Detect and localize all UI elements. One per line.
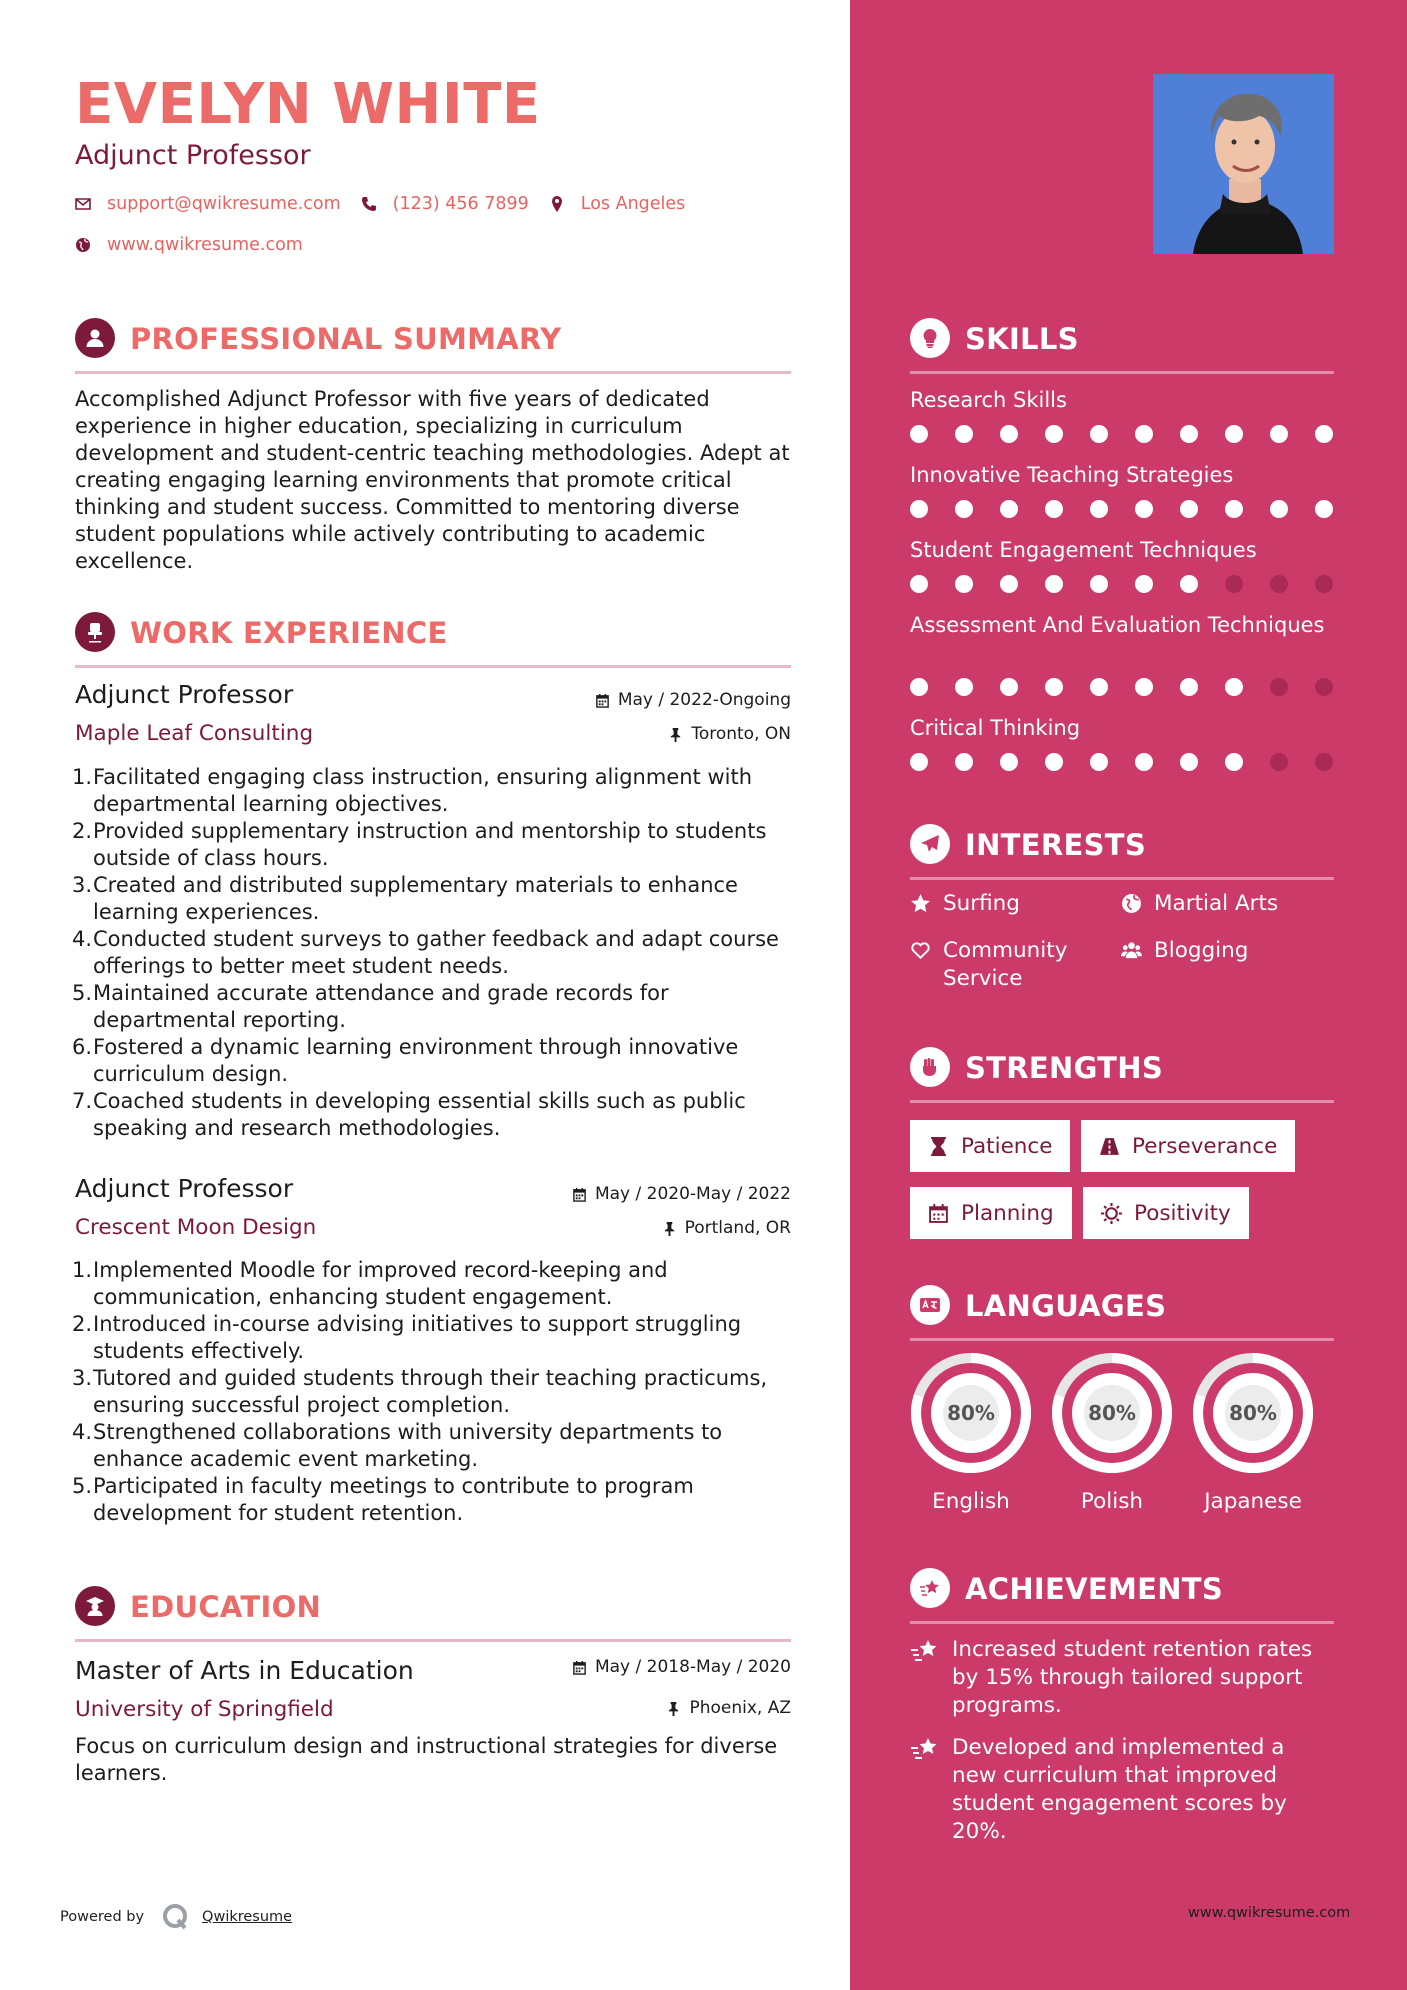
rating-dot-empty (1315, 678, 1333, 696)
achievement-item (910, 1734, 1334, 1846)
interest-item (910, 890, 1020, 918)
skill-rating (910, 575, 1334, 595)
rating-dot-filled (1090, 500, 1108, 518)
language-ring (1191, 1351, 1315, 1475)
interest-label: Community Service (943, 938, 1068, 991)
office-chair-icon (84, 621, 106, 643)
shooting-star-icon (919, 1577, 941, 1599)
rating-dot-filled (955, 575, 973, 593)
job-dates-text: May / 2022-Ongoing (617, 690, 791, 710)
sun-icon (1101, 1203, 1122, 1224)
footer-site[interactable]: www.qwikresume.com (1188, 1905, 1351, 1921)
calendar-icon (572, 1187, 587, 1202)
job-title: Adjunct Professor (75, 680, 294, 709)
rating-dot-filled (1135, 500, 1153, 518)
rating-dot-filled (1270, 425, 1288, 443)
achievements-header (910, 1568, 1334, 1624)
skill-name: Assessment And Evaluation Techniques (910, 613, 1325, 637)
interest-label: Surfing (943, 891, 1020, 916)
skill-name: Student Engagement Techniques (910, 538, 1257, 562)
pin-icon (666, 1701, 681, 1716)
skill-name: Innovative Teaching Strategies (910, 463, 1234, 487)
school-name: University of Springfield (75, 1697, 334, 1722)
heart-hand-icon (910, 940, 931, 961)
skill-rating (910, 500, 1334, 520)
languages-title: LANGUAGES (965, 1289, 1167, 1323)
rating-dot-filled (1225, 425, 1243, 443)
skill-name: Critical Thinking (910, 716, 1081, 740)
pin-icon (668, 727, 683, 742)
language-percent: 80% (1088, 1401, 1136, 1425)
email-text: support@qwikresume.com (107, 194, 341, 214)
summary-header (75, 318, 791, 374)
contact-row-2 (75, 235, 323, 255)
skill-name: Research Skills (910, 388, 1067, 412)
strength-label: Patience (961, 1133, 1053, 1159)
rating-dot-filled (1045, 425, 1063, 443)
envelope-icon (75, 196, 91, 212)
calendar-icon (572, 1660, 587, 1675)
location-text: Los Angeles (580, 194, 686, 214)
skill-rating (910, 753, 1334, 773)
job-location (531, 1218, 791, 1238)
interest-label: Blogging (1154, 938, 1249, 963)
skills-header (910, 318, 1334, 374)
rating-dot-empty (1315, 753, 1333, 771)
rating-dot-filled (910, 678, 928, 696)
calendar-icon (928, 1203, 949, 1224)
strength-label: Positivity (1134, 1200, 1231, 1226)
list-item: 7. Coached students in developing essential skills such as public speaking and research methodologies. (72, 1089, 746, 1140)
experience-header (75, 612, 791, 668)
strength-chip (1083, 1187, 1249, 1239)
list-item: 3. Tutored and guided students through their teaching practicums, ensuring successful project completion. (72, 1366, 768, 1417)
skills-badge (910, 318, 950, 358)
brand-link[interactable]: Qwikresume (202, 1909, 293, 1925)
achievement-item (910, 1636, 1334, 1720)
language-percent: 80% (947, 1401, 995, 1425)
education-header (75, 1586, 791, 1642)
language-ring (1050, 1351, 1174, 1475)
rating-dot-filled (1045, 753, 1063, 771)
strength-chip (910, 1120, 1070, 1172)
map-pin-icon (549, 196, 565, 212)
job-dates-text: May / 2020-May / 2022 (594, 1184, 791, 1204)
candidate-role: Adjunct Professor (75, 140, 311, 171)
job-dates (531, 1184, 791, 1204)
interests-header (910, 824, 1334, 880)
strength-label: Perseverance (1132, 1133, 1278, 1159)
interests-badge (910, 824, 950, 864)
list-item: 5. Participated in faculty meetings to contribute to program development for student retention. (72, 1474, 694, 1525)
list-item: 4. Conducted student surveys to gather feedback and adapt course offerings to better meet student needs. (72, 927, 779, 978)
translate-icon (919, 1294, 941, 1316)
interests-title: INTERESTS (965, 828, 1147, 862)
language-percent: 80% (1229, 1401, 1277, 1425)
rating-dot-empty (1225, 575, 1243, 593)
footer-powered (60, 1902, 292, 1932)
rating-dot-filled (955, 500, 973, 518)
rating-dot-filled (1315, 500, 1333, 518)
pin-icon (662, 1221, 677, 1236)
rating-dot-filled (1045, 575, 1063, 593)
education-badge (75, 1586, 115, 1626)
star-icon (910, 893, 931, 914)
contact-row-1 (75, 194, 705, 214)
rating-dot-filled (1090, 678, 1108, 696)
rating-dot-filled (910, 425, 928, 443)
hourglass-icon (928, 1136, 949, 1157)
languages-badge (910, 1285, 950, 1325)
language-name: English (932, 1489, 1010, 1514)
achievements-badge (910, 1568, 950, 1608)
phone-icon (361, 196, 377, 212)
summary-text: Accomplished Adjunct Professor with five years of dedicated experience in higher education, specializing in curriculum development and student-centric teaching methodologies. Adept at creating engaging learning environments that promote critical thinking and student success. Committed to mentoring diverse student populations while actively contributing to academic excellence. (75, 387, 790, 573)
profile-photo (1153, 74, 1334, 254)
achievement-text: Developed and implemented a new curriculum that improved student engagement scores by 20%. (952, 1735, 1287, 1844)
rating-dot-filled (1315, 425, 1333, 443)
language-ring (909, 1351, 1033, 1475)
people-icon (1121, 940, 1142, 961)
rating-dot-filled (1000, 575, 1018, 593)
website-text: www.qwikresume.com (107, 235, 303, 255)
rating-dot-empty (1270, 575, 1288, 593)
language-name: Japanese (1204, 1489, 1302, 1514)
rating-dot-empty (1270, 678, 1288, 696)
job-duties (72, 1257, 805, 1527)
skill-rating (910, 425, 1334, 445)
rating-dot-filled (1000, 678, 1018, 696)
language-item (1050, 1351, 1174, 1514)
language-name: Polish (1080, 1489, 1144, 1514)
list-item: 2. Provided supplementary instruction and mentorship to students outside of class hours. (72, 819, 767, 870)
user-icon (84, 327, 106, 349)
strength-chip (1081, 1120, 1295, 1172)
globe-icon (1121, 893, 1142, 914)
list-item: 1. Implemented Moodle for improved record-keeping and communication, enhancing student engagement. (72, 1258, 668, 1309)
languages-header (910, 1285, 1334, 1341)
degree-title: Master of Arts in Education (75, 1656, 414, 1685)
rating-dot-filled (1135, 425, 1153, 443)
rating-dot-filled (1045, 678, 1063, 696)
list-item: 5. Maintained accurate attendance and grade records for departmental reporting. (72, 981, 669, 1032)
email-item[interactable] (75, 194, 341, 214)
list-item: 3. Created and distributed supplementary materials to enhance learning experiences. (72, 873, 738, 924)
education-description: Focus on curriculum design and instructional strategies for diverse learners. (75, 1734, 778, 1785)
strengths-title: STRENGTHS (965, 1051, 1164, 1085)
rating-dot-filled (955, 678, 973, 696)
skills-title: SKILLS (965, 322, 1079, 356)
calendar-icon (595, 693, 610, 708)
experience-title: WORK EXPERIENCE (130, 616, 448, 650)
road-icon (1099, 1136, 1120, 1157)
fist-icon (919, 1056, 941, 1078)
language-item (1191, 1351, 1315, 1514)
candidate-name: EVELYN WHITE (75, 72, 541, 137)
interest-item (1121, 890, 1278, 918)
job-location-text: Toronto, ON (691, 724, 791, 744)
job-company: Crescent Moon Design (75, 1215, 317, 1240)
job-title: Adjunct Professor (75, 1174, 294, 1203)
website-item[interactable] (75, 235, 303, 255)
rating-dot-filled (1180, 575, 1198, 593)
strengths-badge (910, 1047, 950, 1087)
interest-item (910, 937, 1110, 993)
education-location-text: Phoenix, AZ (689, 1698, 791, 1718)
rating-dot-filled (1180, 753, 1198, 771)
education-dates-text: May / 2018-May / 2020 (594, 1657, 791, 1677)
shooting-star-icon (910, 1736, 940, 1762)
rating-dot-filled (955, 753, 973, 771)
job-location (531, 724, 791, 744)
rating-dot-filled (1090, 753, 1108, 771)
language-item (909, 1351, 1033, 1514)
list-item: 6. Fostered a dynamic learning environment through innovative curriculum design. (72, 1035, 739, 1086)
rating-dot-filled (1000, 500, 1018, 518)
interest-label: Martial Arts (1154, 891, 1279, 916)
rating-dot-empty (1315, 575, 1333, 593)
job-location-text: Portland, OR (684, 1218, 791, 1238)
education-dates (531, 1657, 791, 1677)
rating-dot-filled (1180, 425, 1198, 443)
rating-dot-filled (1270, 500, 1288, 518)
education-title: EDUCATION (130, 1590, 322, 1624)
experience-badge (75, 612, 115, 652)
rating-dot-filled (1225, 500, 1243, 518)
summary-title: PROFESSIONAL SUMMARY (130, 322, 562, 356)
shooting-star-icon (910, 1638, 940, 1664)
rating-dot-filled (1135, 575, 1153, 593)
strengths-header (910, 1047, 1334, 1103)
rating-dot-empty (1270, 753, 1288, 771)
rating-dot-filled (1090, 575, 1108, 593)
phone-text: (123) 456 7899 (392, 194, 529, 214)
list-item: 1. Facilitated engaging class instruction, ensuring alignment with departmental learning objectives. (72, 765, 753, 816)
rating-dot-filled (1135, 678, 1153, 696)
powered-by-text: Powered by (60, 1909, 145, 1925)
rating-dot-filled (1225, 753, 1243, 771)
education-location (531, 1698, 791, 1718)
rating-dot-filled (910, 753, 928, 771)
rating-dot-filled (910, 500, 928, 518)
rating-dot-filled (1045, 500, 1063, 518)
rating-dot-filled (1180, 500, 1198, 518)
achievements-title: ACHIEVEMENTS (965, 1572, 1224, 1606)
graduate-icon (84, 1595, 106, 1617)
paper-plane-icon (919, 833, 941, 855)
portrait-image (1153, 74, 1334, 254)
achievement-text: Increased student retention rates by 15% through tailored support programs. (952, 1637, 1313, 1718)
list-item: 2. Introduced in-course advising initiatives to support struggling students effectively. (72, 1312, 742, 1363)
rating-dot-filled (1000, 753, 1018, 771)
strength-chip (910, 1187, 1072, 1239)
globe-icon (75, 237, 91, 253)
job-company: Maple Leaf Consulting (75, 721, 314, 746)
rating-dot-filled (910, 575, 928, 593)
summary-badge (75, 318, 115, 358)
skill-rating (910, 678, 1334, 698)
qwikresume-logo-icon (160, 1902, 190, 1932)
job-duties (72, 764, 805, 1142)
job-dates (531, 690, 791, 710)
list-item: 4. Strengthened collaborations with university departments to enhance academic event marketing. (72, 1420, 723, 1471)
interest-item (1121, 937, 1248, 965)
rating-dot-filled (955, 425, 973, 443)
rating-dot-filled (1135, 753, 1153, 771)
rating-dot-filled (1090, 425, 1108, 443)
rating-dot-filled (1000, 425, 1018, 443)
rating-dot-filled (1225, 678, 1243, 696)
location-item (549, 194, 686, 214)
phone-item[interactable] (361, 194, 529, 214)
strength-label: Planning (961, 1200, 1054, 1226)
lightbulb-icon (919, 327, 941, 349)
rating-dot-filled (1180, 678, 1198, 696)
